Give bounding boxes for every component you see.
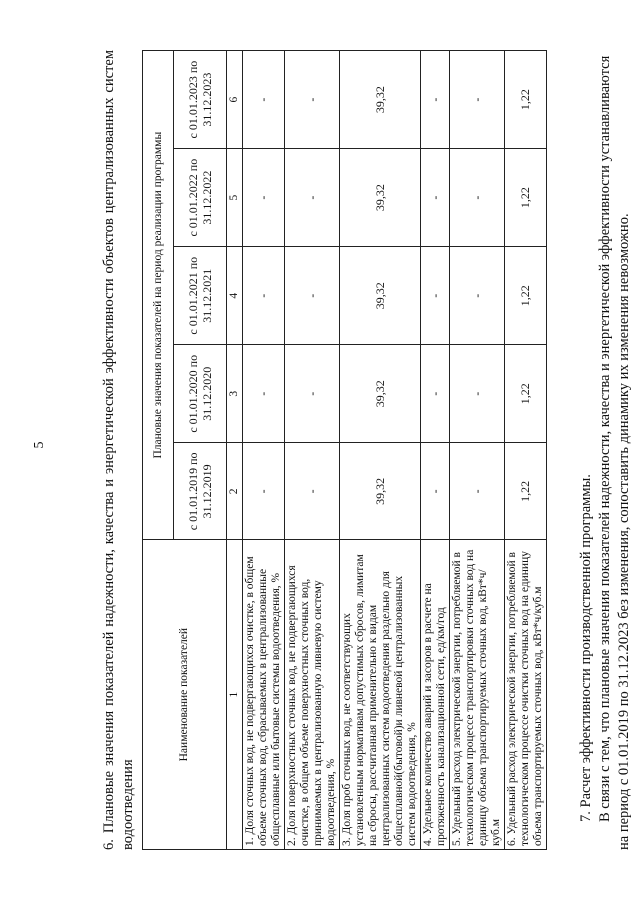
indicator-value: - bbox=[243, 443, 285, 540]
column-number: 2 bbox=[227, 443, 243, 540]
indicator-value: 39,32 bbox=[340, 149, 421, 247]
table-row bbox=[450, 51, 505, 850]
indicator-value: - bbox=[285, 51, 340, 149]
column-number: 3 bbox=[227, 345, 243, 443]
column-number: 1 bbox=[227, 540, 243, 850]
indicator-name: 2. Доля поверхностных сточных вод, не подвергающихся очистке, в общем объеме поверхностных сточных вод, принимаемых в централизованную ливневую систему водоотведения, % bbox=[285, 540, 340, 850]
section-6-heading bbox=[100, 50, 138, 850]
indicator-value: 39,32 bbox=[340, 443, 421, 540]
table-row bbox=[421, 51, 450, 850]
indicator-value: 39,32 bbox=[340, 345, 421, 443]
table-row bbox=[340, 51, 421, 850]
header-period: с 01.01.2022 по 31.12.2022 bbox=[174, 149, 227, 247]
indicator-value: - bbox=[285, 149, 340, 247]
indicator-value: - bbox=[421, 51, 450, 149]
indicator-value: - bbox=[243, 51, 285, 149]
header-period: с 01.01.2020 по 31.12.2020 bbox=[174, 345, 227, 443]
indicator-value: - bbox=[421, 345, 450, 443]
indicator-value: 1,22 bbox=[505, 51, 547, 149]
indicator-value: - bbox=[450, 247, 505, 345]
section-7-title: 7. Расчет эффективности производственной программы. bbox=[578, 474, 594, 822]
indicator-value: - bbox=[285, 247, 340, 345]
indicator-value: - bbox=[243, 247, 285, 345]
indicator-value: 39,32 bbox=[340, 247, 421, 345]
table-row bbox=[243, 51, 285, 850]
section-7 bbox=[577, 50, 634, 850]
indicator-value: 1,22 bbox=[505, 149, 547, 247]
section-6-title: Плановые значения показателей надежности, качества и энергетической эффективности объектов централизованных систем водоотведения bbox=[101, 50, 136, 850]
indicator-value: - bbox=[450, 345, 505, 443]
section-6-number: 6. bbox=[101, 839, 117, 850]
header-plan-values: Плановые значения показателей на период реализации программы bbox=[143, 51, 174, 540]
indicator-value: 1,22 bbox=[505, 443, 547, 540]
indicator-value: - bbox=[285, 345, 340, 443]
indicator-value: - bbox=[243, 345, 285, 443]
indicator-value: 39,32 bbox=[340, 51, 421, 149]
indicator-value: - bbox=[450, 149, 505, 247]
table-row bbox=[285, 51, 340, 850]
indicator-value: - bbox=[243, 149, 285, 247]
indicator-name: 5. Удельный расход электрической энергии, потребляемой в технологическом процессе транспортировки сточных вод на единицу объема транспортируемых сточных вод, кВт*ч/куб.м bbox=[450, 540, 505, 850]
indicators-table bbox=[142, 50, 547, 850]
indicator-name: 4. Удельное количество аварий и засоров в расчете на протяженность канализационной сети, ед/км/год bbox=[421, 540, 450, 850]
column-number: 4 bbox=[227, 247, 243, 345]
column-number: 5 bbox=[227, 149, 243, 247]
column-number: 6 bbox=[227, 51, 243, 149]
indicator-value: - bbox=[450, 51, 505, 149]
section-7-body: В связи с тем, что плановые значения показателей надежности, качества и энергетической эффективности устанавливаются на период с 01.01.2019 по 31.12.2023 без изменения, сопоставить динамику их изменения невозможно. bbox=[597, 55, 632, 850]
indicator-value: 1,22 bbox=[505, 247, 547, 345]
indicator-value: - bbox=[421, 149, 450, 247]
indicator-value: - bbox=[421, 443, 450, 540]
table-row bbox=[505, 51, 547, 850]
rotated-page-content bbox=[100, 50, 632, 850]
page-number: 5 bbox=[32, 441, 47, 449]
indicator-value: - bbox=[421, 247, 450, 345]
indicator-value: - bbox=[450, 443, 505, 540]
header-period: с 01.01.2021 по 31.12.2021 bbox=[174, 247, 227, 345]
header-period: с 01.01.2019 по 31.12.2019 bbox=[174, 443, 227, 540]
indicator-name: 3. Доля проб сточных вод, не соответствующих установленным нормативам допустимых сбросов, лимитам на сбросы, рассчитанная применительно к видам централизованных систем водоотведения раздельно для общесплавной(бытовой)и ливневой централизованных систем водоотведения, % bbox=[340, 540, 421, 850]
header-period: с 01.01.2023 по 31.12.2023 bbox=[174, 51, 227, 149]
header-indicator-name: Наименование показателей bbox=[143, 540, 227, 850]
indicator-value: - bbox=[285, 443, 340, 540]
indicator-name: 6. Удельный расход электрической энергии, потребляемой в технологическом процессе очистки сточных вод на единицу объема транспортируемых сточных вод, кВт*ч/куб.м bbox=[505, 540, 547, 850]
indicator-name: 1. Доля сточных вод, не подвергающихся очистке, в общем объеме сточных вод, сбрасываемых в централизованные общесплавные или бытовые системы водоотведения, % bbox=[243, 540, 285, 850]
indicator-value: 1,22 bbox=[505, 345, 547, 443]
